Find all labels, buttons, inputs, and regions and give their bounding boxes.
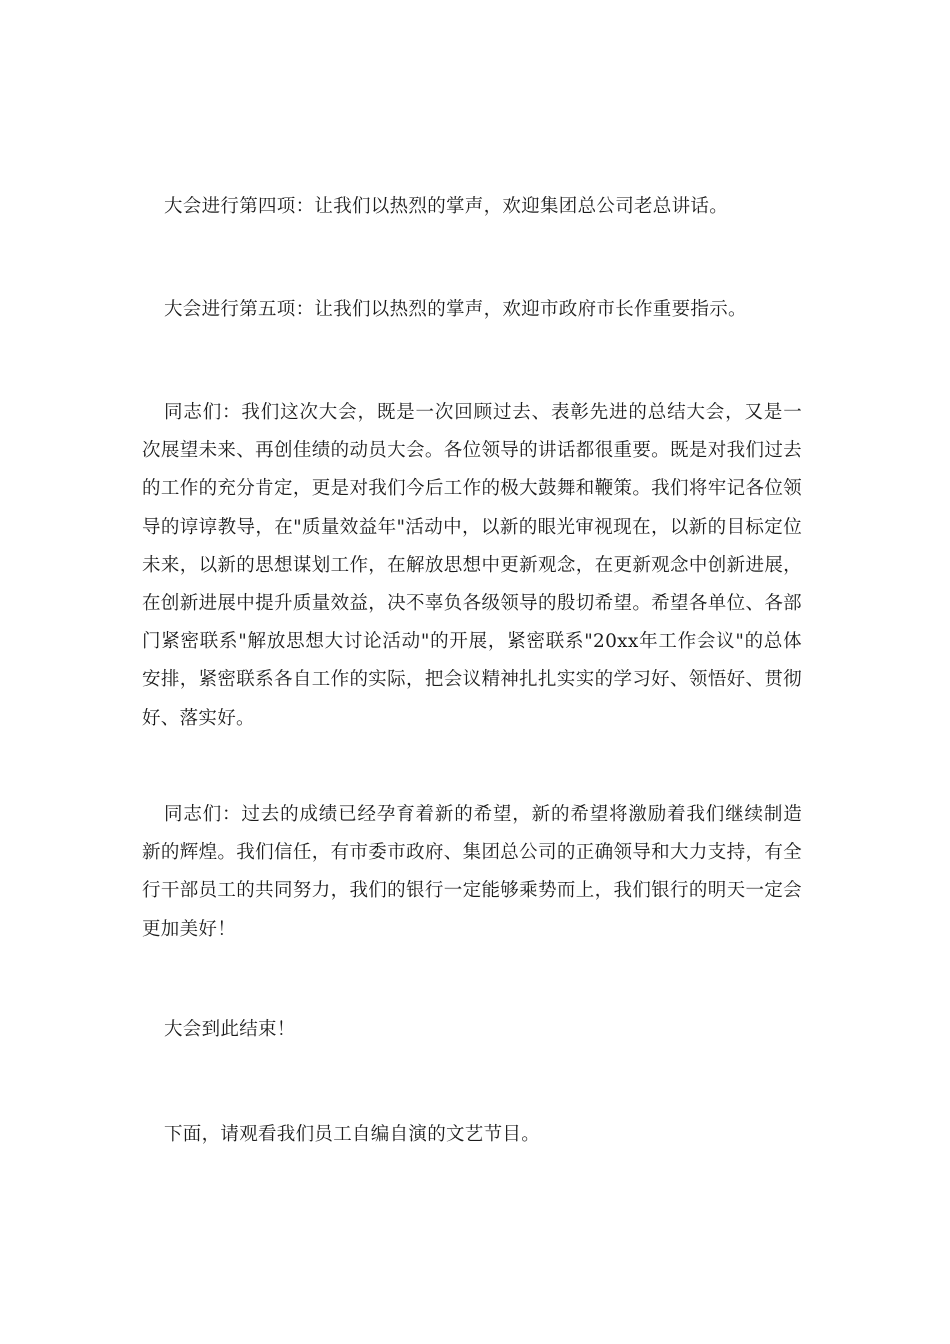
paragraph-performance-intro: 下面，请观看我们员工自编自演的文艺节目。 (164, 1124, 541, 1145)
paragraph-agenda-item-five: 大会进行第五项：让我们以热烈的掌声，欢迎市政府市长作重要指示。 (164, 299, 747, 320)
paragraph-future-outlook: 同志们：过去的成绩已经孕育着新的希望，新的希望将激励着我们继续制造新的辉煌。我们信任，有市委市政府、集团总公司的正确领导和大力支持，有全行干部员工的共同努力，我们的银行一定能够乘势而上，我们银行的明天一定会更加美好！ (142, 804, 802, 940)
paragraph-meeting-end: 大会到此结束！ (164, 1019, 296, 1040)
paragraph-agenda-item-four: 大会进行第四项：让我们以热烈的掌声，欢迎集团总公司老总讲话。 (164, 196, 729, 217)
paragraph-closing-speech: 同志们：我们这次大会，既是一次回顾过去、表彰先进的总结大会，又是一次展望未来、再创佳绩的动员大会。各位领导的讲话都很重要。既是对我们过去的工作的充分肯定，更是对我们今后工作的极大鼓舞和鞭策。我们将牢记各位领导的谆谆教导，在"质量效益年"活动中，以新的眼光审视现在，以新的目标定位未来，以新的思想谋划工作，在解放思想中更新观念，在更新观念中创新进展，在创新进展中提升质量效益，决不辜负各级领导的殷切希望。希望各单位、各部门紧密联系"解放思想大讨论活动"的开展，紧密联系"20xx年工作会议"的总体安排，紧密联系各自工作的实际，把会议精神扎扎实实的学习好、领悟好、贯彻好、落实好。 (142, 402, 802, 729)
